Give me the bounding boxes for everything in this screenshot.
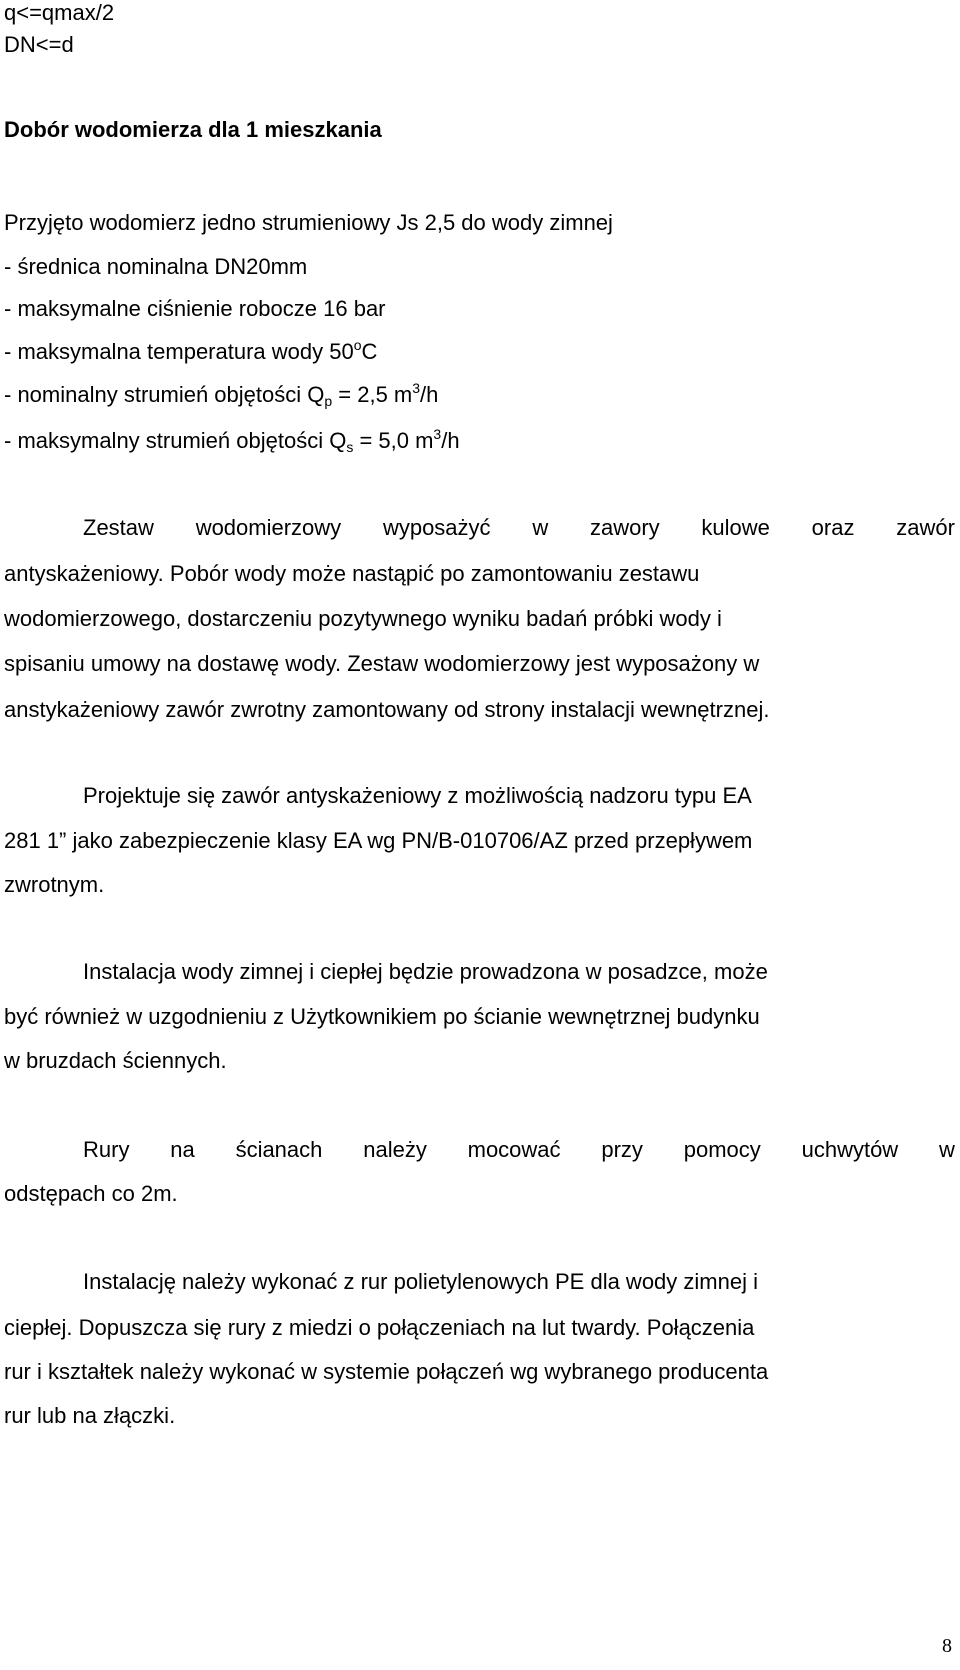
word: w [939, 1137, 955, 1162]
qs-subscript: s [346, 439, 354, 455]
word: kulowe [701, 515, 770, 540]
qs-suffix: /h [441, 428, 460, 453]
paragraph-1-line-4: spisaniu umowy na dostawę wody. Zestaw wodomierzowy jest wyposażony w [4, 651, 760, 676]
word: ścianach [235, 1137, 323, 1162]
temp-suffix: C [361, 339, 378, 364]
spec-pressure: - maksymalne ciśnienie robocze 16 bar [4, 296, 386, 321]
word: oraz [811, 515, 855, 540]
word: należy [363, 1137, 427, 1162]
paragraph-4-line-1 [83, 1139, 955, 1161]
paragraph-3-line-1: Instalacja wody zimnej i ciepłej będzie prowadzona w posadzce, może [83, 959, 768, 984]
temp-prefix: - maksymalna temperatura wody 50 [4, 339, 354, 364]
page-number: 8 [942, 1635, 952, 1657]
word: pomocy [683, 1137, 761, 1162]
spec-intro: Przyjęto wodomierz jedno strumieniowy Js 2,5 do wody zimnej [4, 210, 613, 235]
paragraph-5-line-4: rur lub na złączki. [4, 1403, 176, 1428]
qs-prefix: - maksymalny strumień objętości Q [4, 428, 347, 453]
word: na [170, 1137, 195, 1162]
spec-temperature [4, 337, 378, 364]
qp-prefix: - nominalny strumień objętości Q [4, 382, 325, 407]
paragraph-2-line-1: Projektuje się zawór antyskażeniowy z możliwością nadzoru typu EA [83, 783, 752, 808]
word: mocować [467, 1137, 561, 1162]
paragraph-2-line-3: zwrotnym. [4, 872, 105, 897]
qs-superscript: 3 [433, 426, 442, 442]
paragraph-1-line-2: antyskażeniowy. Pobór wody może nastąpić po zamontowaniu zestawu [4, 561, 700, 586]
spec-diameter: - średnica nominalna DN20mm [4, 254, 308, 279]
paragraph-3-line-3: w bruzdach ściennych. [4, 1048, 227, 1073]
paragraph-1-line-1 [83, 517, 955, 539]
spec-max-flow [4, 426, 460, 455]
paragraph-1-line-5: anstykażeniowy zawór zwrotny zamontowany od strony instalacji wewnętrznej. [4, 697, 770, 722]
paragraph-2-line-2: 281 1” jako zabezpieczenie klasy EA wg PN/B-010706/AZ przed przepływem [4, 828, 753, 853]
word: w [532, 515, 549, 540]
word: Zestaw [83, 515, 154, 540]
word: wodomierzowy [195, 515, 342, 540]
word: Rury [83, 1137, 130, 1162]
word: przy [601, 1137, 643, 1162]
word: zawory [589, 515, 660, 540]
qp-mid: = 2,5 m [332, 382, 413, 407]
qp-superscript: 3 [412, 380, 421, 396]
paragraph-5-line-3: rur i kształtek należy wykonać w systemie połączeń wg wybranego producenta [4, 1359, 769, 1384]
qs-mid: = 5,0 m [353, 428, 434, 453]
header-line-1: q<=qmax/2 [4, 0, 115, 25]
word: zawór [896, 515, 955, 540]
paragraph-4-line-2: odstępach co 2m. [4, 1181, 178, 1206]
qp-subscript: p [324, 393, 333, 409]
spec-nominal-flow [4, 380, 439, 409]
qp-suffix: /h [420, 382, 439, 407]
paragraph-3-line-2: być również w uzgodnieniu z Użytkownikiem po ścianie wewnętrznej budynku [4, 1004, 760, 1029]
paragraph-1-line-3: wodomierzowego, dostarczeniu pozytywnego wyniku badań próbki wody i [4, 606, 722, 631]
header-line-2: DN<=d [4, 32, 74, 57]
paragraph-5-line-1: Instalację należy wykonać z rur polietylenowych PE dla wody zimnej i [83, 1269, 758, 1294]
word: wyposażyć [382, 515, 491, 540]
paragraph-5-line-2: ciepłej. Dopuszcza się rury z miedzi o połączeniach na lut twardy. Połączenia [4, 1315, 755, 1340]
word: uchwytów [801, 1137, 899, 1162]
temp-degree: o [353, 337, 362, 353]
section-title: Dobór wodomierza dla 1 mieszkania [4, 117, 382, 142]
